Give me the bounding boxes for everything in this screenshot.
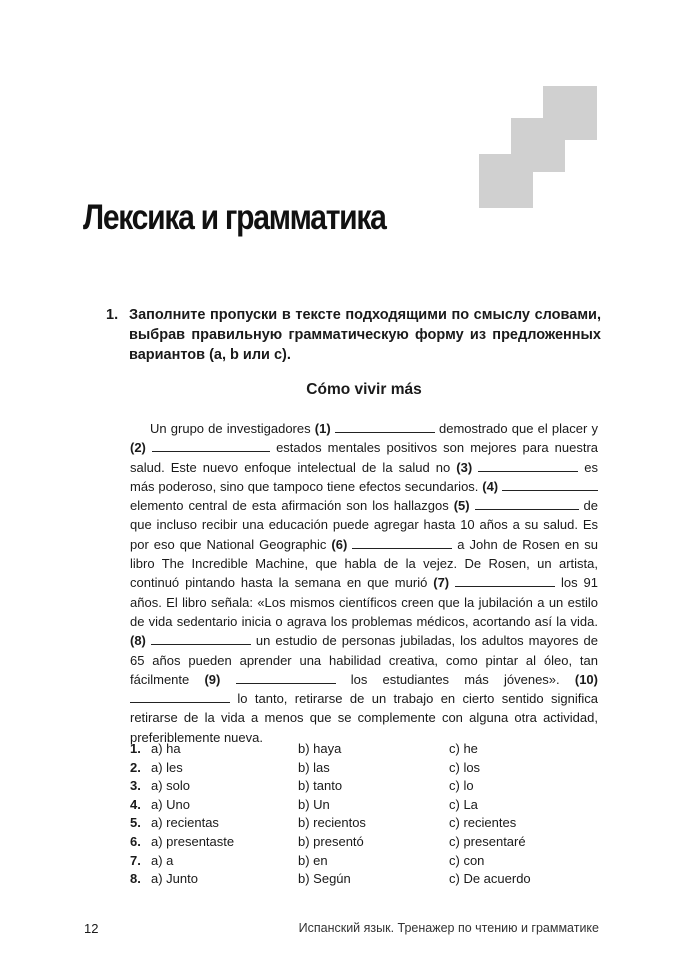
option-row <box>130 740 598 759</box>
gap-number: (6) <box>331 536 348 552</box>
option-a: a) a <box>151 852 174 868</box>
option-number: 2. <box>130 759 141 775</box>
gap-number: (1) <box>314 421 331 436</box>
gap-number: (2) <box>130 440 146 456</box>
passage-segment: es más poderoso, sino que tampoco tiene efectos secundarios. <box>130 459 599 494</box>
gap-number: (9) <box>204 671 221 687</box>
gap-blank <box>236 672 336 684</box>
option-a: a) presentaste <box>151 833 235 849</box>
option-row <box>130 833 598 852</box>
task-text: Заполните пропуски в тексте подходящими по смыслу словами, выбрав правильную грамматическую форму из предложенных вариантов (a, b или c). <box>129 307 601 363</box>
text-title: Cómo vivir más <box>306 381 422 398</box>
option-number: 5. <box>130 815 141 831</box>
passage-segment: los 91 años. El libro señala: «Los mismos científicos creen que la jubilación a un estilo de vida sedentario inicia o agrava los problemas médicos, acortando así la vida. <box>130 575 599 629</box>
gap-number: (8) <box>130 633 146 649</box>
option-c: c) he <box>449 741 478 756</box>
option-number: 1. <box>130 741 141 756</box>
gap-blank <box>478 460 578 472</box>
running-footer-title: Испанский язык. Тренажер по чтению и грамматике <box>298 921 599 935</box>
option-a: a) Junto <box>151 871 198 887</box>
option-c: c) recientes <box>449 815 517 831</box>
passage-segment: los estudiantes más jóvenes». <box>335 671 575 687</box>
gap-blank <box>151 633 251 645</box>
option-row <box>130 852 598 871</box>
option-b: b) haya <box>298 741 342 756</box>
option-b: b) Un <box>298 796 330 812</box>
gap-number: (10) <box>574 671 598 687</box>
passage-segment: lo tanto, retirarse de un trabajo en cierto sentido significa retirarse de la vida a menos que se complemente con alguna otra actividad, preferiblemente nueva. <box>130 691 598 745</box>
gap-blank <box>455 575 555 587</box>
option-row <box>130 870 598 889</box>
gap-number: (7) <box>433 575 450 591</box>
section-title: Лексика и грамматика <box>83 198 386 237</box>
page-number: 12 <box>84 921 99 936</box>
option-b: b) tanto <box>298 778 343 794</box>
option-c: c) lo <box>449 778 474 794</box>
passage-segment: elemento central de esta afirmación son los hallazgos <box>130 498 454 514</box>
passage-segment: estados mentales positivos son mejores para nuestra salud. Este nuevo enfoque intelectual de la salud no <box>130 440 598 475</box>
answer-options <box>130 740 598 889</box>
option-row <box>130 777 598 796</box>
option-c: c) La <box>449 796 478 812</box>
option-a: a) Uno <box>151 796 191 812</box>
option-a: a) solo <box>151 778 191 794</box>
gap-blank <box>152 440 270 452</box>
passage-segment: a John de Rosen en su libro The Incredible Machine, que habla de la vejez. De Rosen, un artista, continuó pintando hasta la semana en que murió <box>130 536 598 591</box>
passage-segment: demostrado que el placer y <box>434 421 598 436</box>
gap-number: (4) <box>482 478 499 494</box>
option-number: 6. <box>130 833 141 849</box>
gap-number: (3) <box>456 459 473 475</box>
option-c: c) presentaré <box>449 833 526 849</box>
option-b: b) Según <box>298 871 351 887</box>
option-b: b) en <box>298 852 328 868</box>
reading-passage <box>130 419 598 747</box>
option-row <box>130 759 598 778</box>
option-c: c) los <box>449 759 481 775</box>
gap-blank <box>475 498 579 510</box>
gap-number: (5) <box>453 498 470 514</box>
option-number: 7. <box>130 852 141 868</box>
option-row <box>130 814 598 833</box>
passage-segment: de que incluso recibir una educación puede agregar hasta 10 años a su salud. Es por eso que National Geographic <box>130 498 598 552</box>
passage-segment: un estudio de personas jubiladas, los adultos mayores de 65 años pueden aprender una habilidad creativa, como pintar al óleo, tan fácilmente <box>130 633 598 687</box>
option-a: a) les <box>151 759 183 775</box>
option-c: c) De acuerdo <box>449 871 531 887</box>
option-c: c) con <box>449 852 485 868</box>
option-row <box>130 796 598 815</box>
option-b: b) recientos <box>298 815 366 831</box>
option-a: a) ha <box>151 741 181 756</box>
decorative-square-bottom <box>479 154 533 208</box>
gap-blank <box>130 691 230 703</box>
passage-segment: Un grupo de investigadores <box>150 421 315 436</box>
gap-blank <box>352 537 452 549</box>
gap-blank <box>335 421 435 433</box>
option-b: b) presentó <box>298 833 364 849</box>
option-b: b) las <box>298 759 330 775</box>
option-number: 4. <box>130 796 141 812</box>
option-a: a) recientas <box>151 815 219 831</box>
gap-blank <box>502 479 598 491</box>
option-number: 8. <box>130 871 141 887</box>
task-number: 1. <box>106 307 119 323</box>
option-number: 3. <box>130 778 141 794</box>
